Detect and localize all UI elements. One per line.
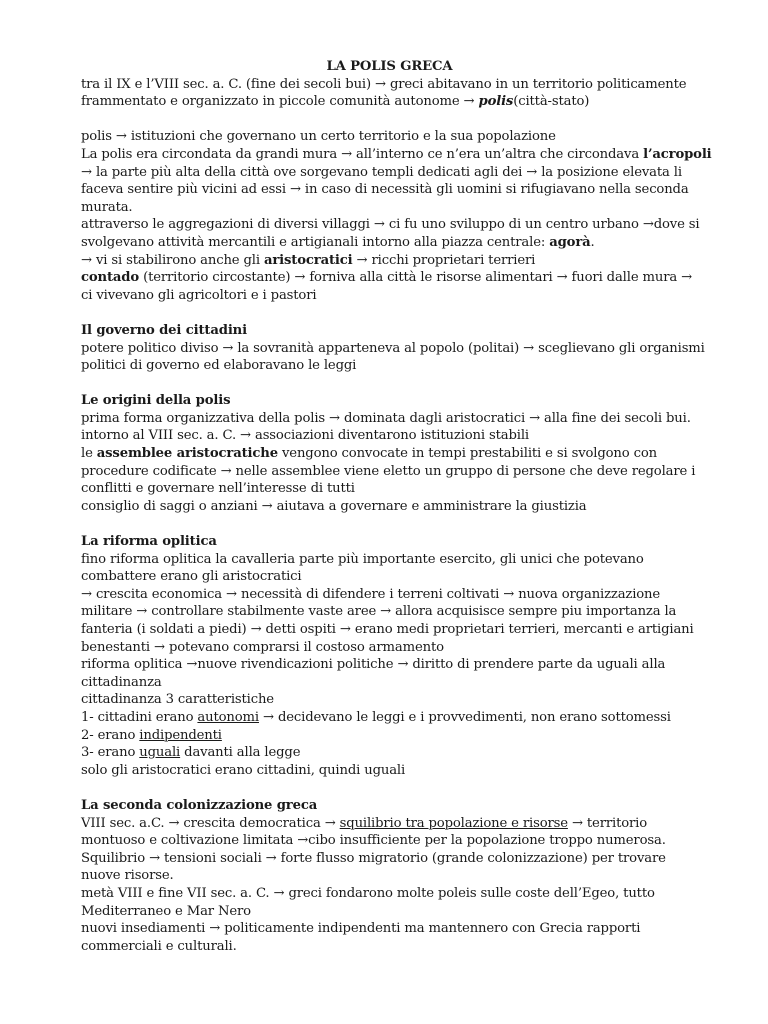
text-run: 2- erano bbox=[81, 727, 140, 743]
text-run: le bbox=[81, 446, 97, 462]
text-run: → territorio bbox=[567, 815, 648, 831]
assemblee-term: assemblee aristocratiche bbox=[96, 446, 278, 462]
riforma-line: riforma oplitica →nuove rivendicazioni politiche → diritto di prendere parte da uguali alla bbox=[81, 657, 666, 673]
origini-line: conflitti e governare nell’interesse di tutti bbox=[81, 481, 355, 497]
section-heading-colonizzazione: La seconda colonizzazione greca bbox=[81, 797, 318, 813]
origini-line: intorno al VIII sec. a. C. → associazioni diventarono istituzioni stabili bbox=[81, 428, 529, 444]
colonizzazione-line: nuovi insediamenti → politicamente indipendenti ma mantennero con Grecia rapporti bbox=[81, 921, 641, 937]
text-run: → decidevano le leggi e i provvedimenti, non erano sottomessi bbox=[258, 709, 671, 725]
text-run: . bbox=[590, 234, 595, 250]
text-run: 1- cittadini erano bbox=[81, 709, 198, 725]
text-run: (territorio circostante) → forniva alla città le risorse alimentari → fuori dalle mura → bbox=[139, 270, 693, 286]
riforma-line: fino riforma oplitica la cavalleria parte più importante esercito, gli unici che potevano bbox=[81, 551, 644, 567]
text-run: 3- erano bbox=[81, 745, 140, 761]
riforma-line: fanteria (i soldati a piedi) → detti ospiti → erano medi proprietari terrieri, mercanti e artigiani bbox=[81, 622, 694, 637]
text-run: VIII sec. a.C. → crescita democratica → bbox=[81, 815, 340, 831]
page-title: LA POLIS GRECA bbox=[326, 59, 453, 74]
text-run: → vi si stabilirono anche gli bbox=[81, 252, 264, 268]
section-heading-governo: Il governo dei cittadini bbox=[81, 322, 247, 338]
colonizzazione-line: nuove risorse. bbox=[81, 868, 174, 884]
riforma-line: combattere erano gli aristocratici bbox=[81, 569, 302, 585]
text-run: La polis era circondata da grandi mura → all’interno ce n’era un’altra che circondava bbox=[81, 146, 644, 162]
uguali-term: uguali bbox=[139, 745, 181, 761]
polis-line bbox=[81, 234, 698, 252]
agora-term: agorà bbox=[549, 234, 591, 250]
text-run: svolgevano attività mercantili e artigianali intorno alla piazza centrale: bbox=[81, 234, 550, 250]
riforma-line bbox=[81, 727, 698, 745]
polis-line bbox=[81, 269, 698, 287]
origini-line: consiglio di saggi o anziani → aiutava a governare e amministrare la giustizia bbox=[81, 498, 587, 514]
polis-line: faceva sentire più vicini ad essi → in caso di necessità gli uomini si rifugiavano nella seconda bbox=[81, 182, 689, 198]
section-heading-origini: Le origini della polis bbox=[81, 393, 231, 409]
governo-line: politici di governo ed elaboravano le leggi bbox=[81, 358, 357, 374]
governo-line: potere politico diviso → la sovranità apparteneva al popolo (politai) → sceglievano gli organismi bbox=[81, 340, 705, 356]
colonizzazione-line: commerciali e culturali. bbox=[81, 938, 237, 954]
riforma-line bbox=[81, 744, 698, 762]
riforma-line bbox=[81, 709, 698, 727]
text-run: davanti alla legge bbox=[180, 745, 301, 761]
riforma-line: cittadinanza 3 caratteristiche bbox=[81, 692, 274, 708]
text-run: → ricchi proprietari terrieri bbox=[352, 252, 536, 268]
colonizzazione-line: metà VIII e fine VII sec. a. C. → greci fondarono molte poleis sulle coste dell’Egeo, tutto bbox=[81, 885, 655, 901]
colonizzazione-line: montuoso e coltivazione limitata →cibo insufficiente per la popolazione troppo numerosa. bbox=[81, 833, 666, 849]
indipendenti-term: indipendenti bbox=[139, 727, 222, 743]
autonomi-term: autonomi bbox=[197, 709, 259, 725]
riforma-line: → crescita economica → necessità di difendere i terreni coltivati → nuova organizzazione bbox=[81, 586, 661, 602]
text-run: vengono convocate in tempi prestabiliti e si svolgono con bbox=[277, 446, 657, 462]
riforma-line: solo gli aristocratici erano cittadini, quindi uguali bbox=[81, 762, 406, 778]
intro-line bbox=[81, 93, 698, 111]
text-run: frammentato e organizzato in piccole comunità autonome → bbox=[81, 94, 479, 110]
squilibrio-term: squilibrio tra popolazione e risorse bbox=[339, 815, 568, 831]
origini-line bbox=[81, 445, 698, 463]
polis-line: → la parte più alta della città ove sorgevano templi dedicati agli dei → la posizione elevata li bbox=[81, 164, 682, 180]
colonizzazione-line: Mediterraneo e Mar Nero bbox=[81, 903, 251, 919]
text-run: (città-stato) bbox=[513, 94, 590, 110]
section-heading-riforma: La riforma oplitica bbox=[81, 534, 217, 550]
polis-term: polis bbox=[478, 94, 514, 110]
polis-line bbox=[81, 252, 698, 270]
riforma-line: benestanti → potevano comprarsi il costoso armamento bbox=[81, 639, 444, 655]
origini-line: procedure codificate → nelle assemblee viene eletto un gruppo di persone che deve regolare i bbox=[81, 463, 696, 479]
polis-line: attraverso le aggregazioni di diversi villaggi → ci fu uno sviluppo di un centro urbano →dove si bbox=[81, 217, 700, 233]
polis-line bbox=[81, 146, 712, 164]
acropoli-term: l’acropoli bbox=[643, 146, 712, 162]
riforma-line: militare → controllare stabilmente vaste aree → allora acquisisce sempre piu importanza la bbox=[81, 604, 677, 620]
colonizzazione-line: Squilibrio → tensioni sociali → forte flusso migratorio (grande colonizzazione) per trovare bbox=[81, 850, 666, 866]
contado-term: contado bbox=[81, 270, 140, 286]
riforma-line: cittadinanza bbox=[81, 674, 162, 690]
colonizzazione-line bbox=[81, 815, 698, 833]
intro-line: tra il IX e l’VIII sec. a. C. (fine dei secoli bui) → greci abitavano in un territorio politicamente bbox=[81, 76, 687, 92]
polis-line: polis → istituzioni che governano un certo territorio e la sua popolazione bbox=[81, 129, 556, 145]
polis-line: ci vivevano gli agricoltori e i pastori bbox=[81, 287, 317, 303]
origini-line: prima forma organizzativa della polis → dominata dagli aristocratici → alla fine dei secoli bui. bbox=[81, 410, 691, 426]
polis-line: murata. bbox=[81, 199, 133, 215]
aristocratici-term: aristocratici bbox=[263, 252, 353, 268]
